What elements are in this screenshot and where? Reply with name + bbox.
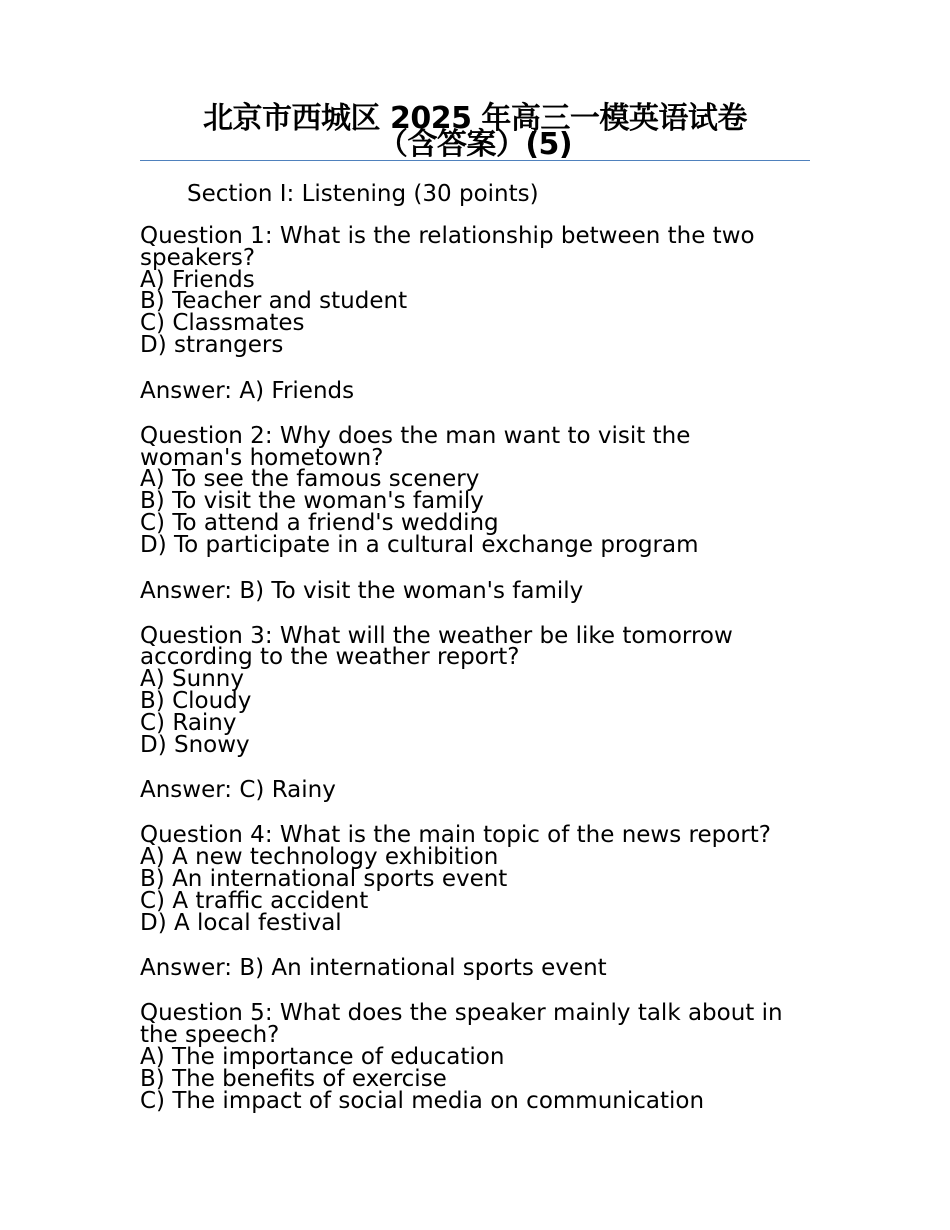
- question-stem: Question 3: What will the weather be like tomorrow: [140, 622, 733, 649]
- question-5: [140, 1000, 820, 1114]
- question-stem: Question 5: What does the speaker mainly talk about in: [140, 1000, 783, 1027]
- question-4: [140, 822, 820, 982]
- section-heading: Section I: Listening (30 points): [187, 181, 539, 207]
- option: D) Snowy: [140, 731, 250, 758]
- option: A) A new technology exhibition: [140, 844, 499, 871]
- option: C) The impact of social media on communication: [140, 1087, 705, 1114]
- question-stem: Question 4: What is the main topic of the news report?: [140, 822, 771, 849]
- option: C) A traffic accident: [140, 887, 369, 914]
- question-stem: Question 2: Why does the man want to visit the: [140, 422, 691, 449]
- document-title: [140, 101, 810, 162]
- option: D) A local festival: [140, 909, 342, 936]
- question-stem: woman's hometown?: [140, 444, 384, 471]
- option: B) Cloudy: [140, 687, 252, 714]
- option: B) To visit the woman's family: [140, 488, 484, 515]
- option: B) Teacher and student: [140, 288, 408, 315]
- option: A) To see the famous scenery: [140, 466, 480, 493]
- option: D) To participate in a cultural exchange program: [140, 531, 699, 558]
- option: C) To attend a friend's wedding: [140, 509, 499, 536]
- answer: Answer: B) To visit the woman's family: [140, 577, 584, 604]
- title-line-2: （含答案）(5): [377, 127, 573, 162]
- question-stem: according to the weather report?: [140, 644, 520, 671]
- title-divider: [140, 160, 810, 161]
- answer: Answer: C) Rainy: [140, 777, 336, 804]
- answer: Answer: B) An international sports event: [140, 955, 607, 982]
- option: C) Classmates: [140, 310, 305, 337]
- option: D) strangers: [140, 331, 284, 358]
- question-3: [140, 622, 820, 804]
- answer: Answer: A) Friends: [140, 377, 355, 404]
- question-stem: the speech?: [140, 1022, 280, 1049]
- question-stem: speakers?: [140, 244, 256, 271]
- option: A) Sunny: [140, 666, 244, 693]
- option: B) An international sports event: [140, 865, 508, 892]
- title-line-1: 北京市西城区 2025 年高三一模英语试卷: [203, 101, 747, 136]
- option: C) Rainy: [140, 709, 237, 736]
- question-2: [140, 422, 820, 604]
- option: A) Friends: [140, 266, 255, 293]
- questions-list: [140, 223, 820, 1114]
- question-1: [140, 223, 820, 404]
- option: B) The benefits of exercise: [140, 1065, 447, 1092]
- option: A) The importance of education: [140, 1043, 505, 1070]
- question-stem: Question 1: What is the relationship between the two: [140, 223, 755, 249]
